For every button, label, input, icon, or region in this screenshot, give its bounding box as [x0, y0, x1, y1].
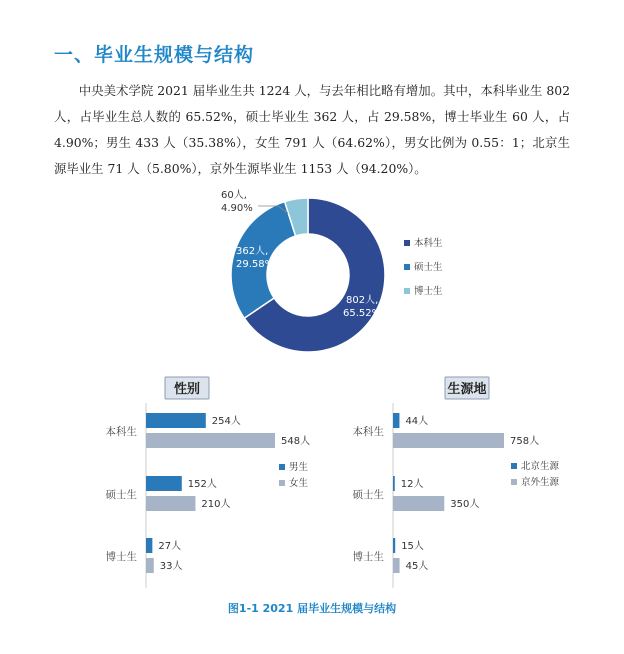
origin-legend-label-2: 京外生源: [521, 477, 560, 488]
donut-label-count-1: 802人,: [346, 295, 379, 306]
donut-label-count-2: 362人,: [236, 246, 269, 257]
donut-legend-swatch-3: [404, 288, 410, 294]
origin-category-1: 本科生: [352, 426, 384, 438]
origin-legend-swatch-2: [511, 479, 517, 485]
gender-bar-label-3-1: 27人: [158, 541, 182, 552]
gender-legend-swatch-1: [279, 464, 285, 470]
gender-bar-1-1: [146, 413, 206, 428]
gender-title: 性别: [173, 382, 201, 397]
gender-legend-swatch-2: [279, 480, 285, 486]
figure-caption: 图1-1 2021 届毕业生规模与结构: [227, 602, 397, 615]
origin-bar-chart: [353, 377, 560, 588]
origin-bar-2-2: [393, 496, 444, 511]
origin-bar-3-1: [393, 538, 395, 553]
origin-legend-label-1: 北京生源: [521, 461, 560, 472]
origin-bar-1-1: [393, 413, 399, 428]
origin-bar-2-1: [393, 476, 395, 491]
origin-legend-swatch-1: [511, 463, 517, 469]
gender-bar-label-2-1: 152人: [187, 479, 217, 490]
origin-bar-3-2: [393, 558, 400, 573]
section-heading: 一、毕业生规模与结构: [54, 44, 255, 66]
donut-legend-label-1: 本科生: [414, 238, 443, 249]
gender-legend-label-2: 女生: [289, 478, 309, 489]
donut-legend: [404, 237, 443, 297]
gender-bar-1-2: [146, 433, 275, 448]
origin-bar-label-2-2: 350人: [450, 499, 480, 510]
gender-bar-label-2-2: 210人: [201, 499, 231, 510]
origin-title: 生源地: [447, 382, 487, 397]
gender-category-2: 硕士生: [105, 489, 137, 501]
origin-bar-1-2: [393, 433, 504, 448]
summary-paragraph: 中央美术学院 2021 届毕业生共 1224 人，与去年相比略有增加。其中，本科毕业生 802 人，占毕业生总人数的 65.52%，硕士毕业生 362 人，占 29.58%，博士毕业生 60 人，占 4.90%；男生 433 人（35.38%），女生 791 人（64.62%），男女比例为 0.55：1；北京生源毕业生 71 人（5.80%），京外生源毕业生 1153 人（94.20%）。: [54, 83, 570, 176]
donut-label-percent-3: 4.90%: [221, 203, 253, 214]
origin-bar-label-1-2: 758人: [510, 436, 540, 447]
gender-category-3: 博士生: [105, 551, 137, 563]
donut-legend-label-3: 博士生: [414, 286, 443, 297]
origin-bar-label-3-1: 15人: [401, 541, 424, 552]
gender-bar-chart: [106, 377, 311, 588]
gender-category-1: 本科生: [105, 426, 137, 438]
donut-chart: [221, 188, 385, 352]
gender-bar-label-1-1: 254人: [211, 416, 241, 427]
gender-bar-3-1: [146, 538, 152, 553]
gender-legend-label-1: 男生: [289, 462, 309, 473]
donut-legend-label-2: 硕士生: [414, 262, 443, 273]
gender-bar-label-1-2: 548人: [281, 436, 311, 447]
gender-bar-3-2: [146, 558, 154, 573]
origin-category-2: 硕士生: [352, 489, 384, 501]
donut-label-percent-1: 65.52%: [343, 308, 382, 319]
donut-legend-swatch-2: [404, 264, 410, 270]
gender-bar-2-2: [146, 496, 195, 511]
gender-bar-2-1: [146, 476, 182, 491]
origin-category-3: 博士生: [352, 551, 384, 563]
gender-bar-label-3-2: 33人: [159, 561, 183, 572]
origin-bar-label-3-2: 45人: [405, 561, 429, 572]
origin-bar-label-2-1: 12人: [400, 479, 424, 490]
donut-legend-swatch-1: [404, 240, 410, 246]
origin-bar-label-1-1: 44人: [405, 416, 429, 427]
donut-label-count-3: 60人,: [221, 190, 247, 201]
donut-label-percent-2: 29.58%: [236, 259, 275, 270]
